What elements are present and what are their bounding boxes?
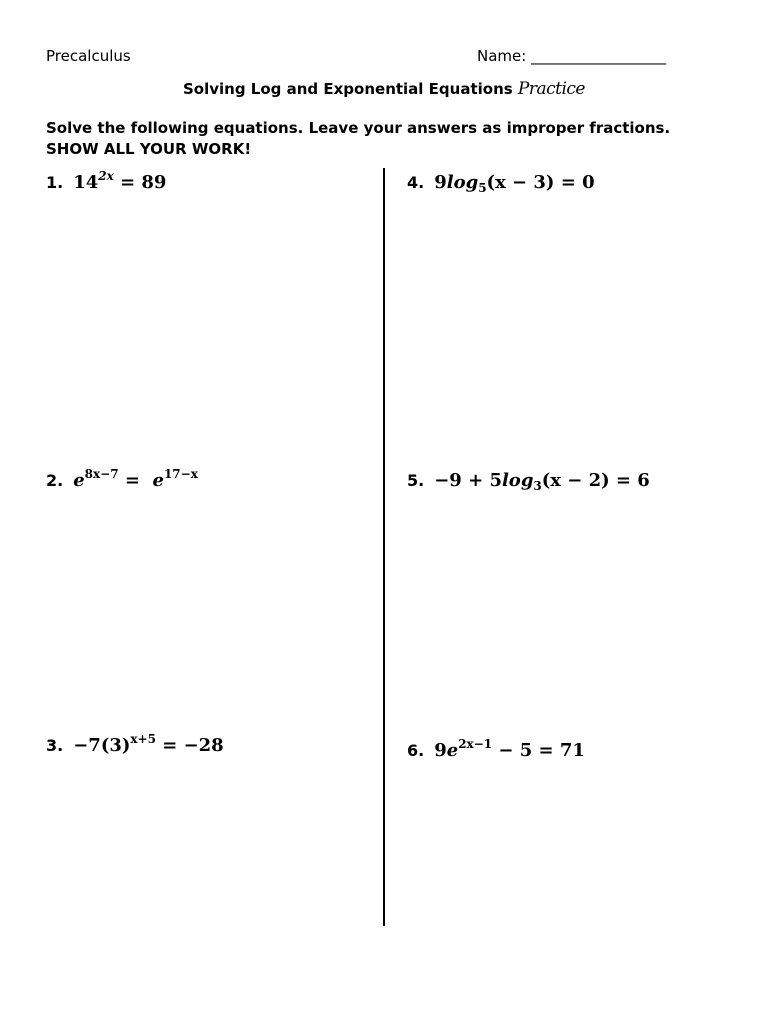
instructions [46, 118, 670, 160]
problem-number: 5. [407, 471, 425, 490]
instructions-line-1: Solve the following equations. Leave your answers as improper fractions. [46, 119, 671, 137]
problem-equation: $14^{2x} = 89$ [73, 169, 167, 193]
problem-1 [46, 169, 167, 193]
problem-number: 1. [46, 173, 64, 192]
problem-equation: $9e^{2x-1} - 5 = 71$ [434, 737, 585, 761]
problem-number: 2. [46, 471, 64, 490]
problem-number: 3. [46, 736, 64, 755]
worksheet-title [0, 79, 768, 99]
problem-number: 6. [407, 741, 425, 760]
problem-number: 4. [407, 173, 425, 192]
problem-equation: $e^{8x-7} = e^{17-x}$ [73, 467, 198, 491]
instructions-line-2: SHOW ALL YOUR WORK! [46, 140, 252, 158]
problem-equation: $9\log_5(x - 3) = 0$ [434, 172, 595, 195]
problem-6 [407, 737, 585, 761]
course-label: Precalculus [46, 47, 131, 65]
title-text: Solving Log and Exponential Equations [182, 80, 513, 98]
problem-equation: $-9 + 5\log_3(x - 2) = 6$ [434, 470, 650, 493]
problem-equation: $-7(3)^{x+5} = -28$ [73, 732, 224, 756]
problem-4 [407, 172, 595, 193]
column-divider [383, 168, 385, 926]
problem-5 [407, 470, 650, 491]
title-script-word: Practice [517, 79, 585, 99]
problem-2 [46, 467, 198, 491]
name-field-label: Name: __________________ [477, 47, 667, 65]
problem-3 [46, 732, 224, 756]
